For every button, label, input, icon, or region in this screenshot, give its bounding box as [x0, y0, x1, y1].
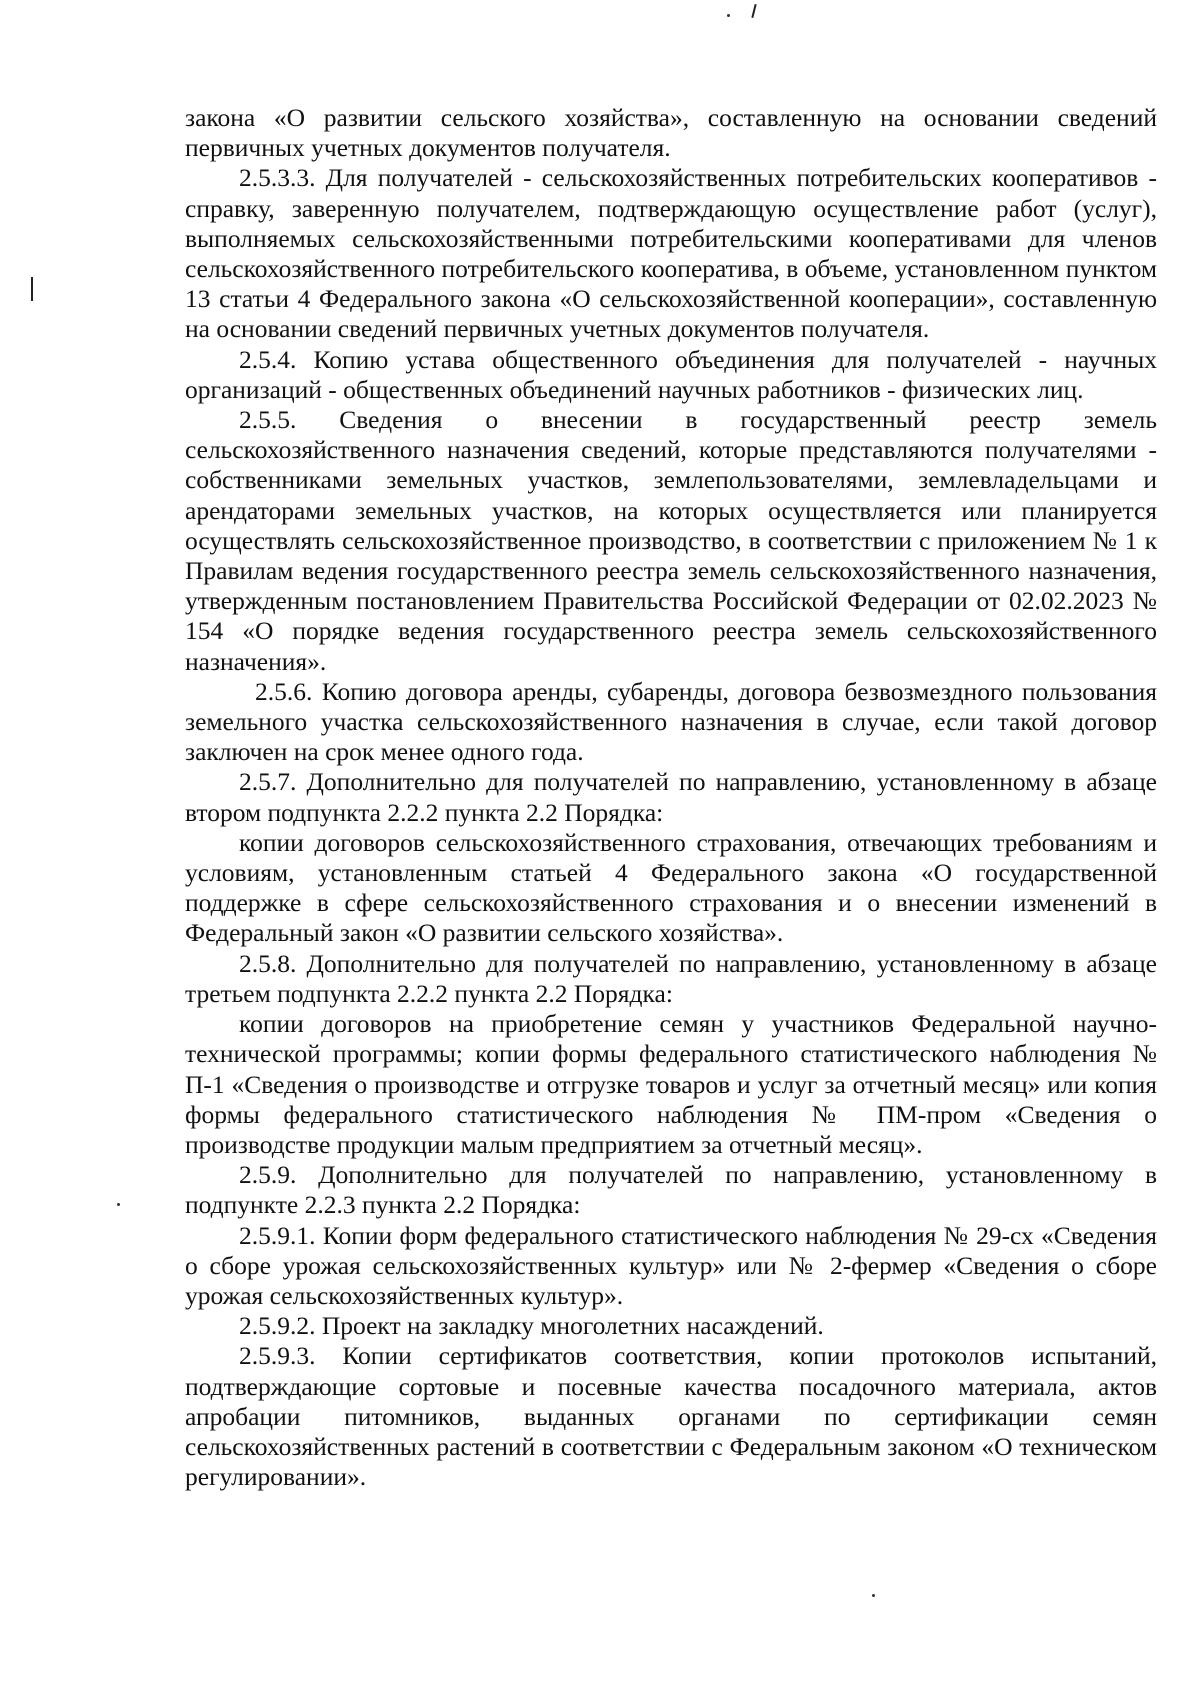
paragraph-2-5-4: 2.5.4. Копию устава общественного объединения для получателей - научных организаций - общественных объединений научных работников - физических лиц. [185, 344, 1157, 404]
paragraph-2-5-9: 2.5.9. Дополнительно для получателей по направлению, установленному в подпункте 2.2.3 пункта 2.2 Порядка: [185, 1160, 1157, 1220]
paragraph-2-5-8-copies: копии договоров на приобретение семян у участников Федеральной научно-технической программы; копии формы федерального статистического наблюдения № П-1 «Сведения о производстве и отгрузке товаров и услуг за отчетный месяц» или копия формы федерального статистического наблюдения № ПМ-пром «Сведения о производстве продукции малым предприятием за отчетный месяц». [185, 1009, 1157, 1159]
paragraph-2-5-9-3: 2.5.9.3. Копии сертификатов соответствия, копии протоколов испытаний, подтверждающие сортовые и посевные качества посадочного материала, актов апробации питомников, выданных органами по сертификации семян сельскохозяйственных растений в соответствии с Федеральным законом «О техническом регулировании». [185, 1341, 1157, 1492]
paragraph-continuation: закона «О развитии сельского хозяйства», составленную на основании сведений первичных учетных документов получателя. [185, 103, 1157, 163]
paragraph-2-5-3-3: 2.5.3.3. Для получателей - сельскохозяйственных потребительских кооперативов - справку, заверенную получателем, подтверждающую осуществление работ (услуг), выполняемых сельскохозяйственными потребительскими кооперативами для членов сельскохозяйственного потребительского кооператива, в объеме, установленном пунктом 13 статьи 4 Федерального закона «О сельскохозяйственной кооперации», составленную на основании сведений первичных учетных документов получателя. [185, 163, 1157, 344]
paragraph-2-5-8: 2.5.8. Дополнительно для получателей по направлению, установленному в абзаце третьем подпункта 2.2.2 пункта 2.2 Порядка: [185, 948, 1157, 1008]
paragraph-2-5-9-2: 2.5.9.2. Проект на закладку многолетних насаждений. [239, 1311, 824, 1341]
paragraph-2-5-5: 2.5.5. Сведения о внесении в государственный реестр земель сельскохозяйственного назначения сведений, которые представляются получателями - собственниками земельных участков, землепользователями, землевладельцами и арендаторами земельных участков, на которых осуществляется или планируется осуществлять сельскохозяйственное производство, в соответствии с приложением № 1 к Правилам ведения государственного реестра земель сельскохозяйственного назначения, утвержденным постановлением Правительства Российской Федерации от 02.02.2023 № 154 «О порядке ведения государственного реестра земель сельскохозяйственного назначения». [185, 405, 1157, 676]
scan-artifact-dot-left [117, 1203, 120, 1206]
paragraph-2-5-7: 2.5.7. Дополнительно для получателей по направлению, установленному в абзаце втором подпункта 2.2.2 пункта 2.2 Порядка: [185, 767, 1157, 827]
paragraph-2-5-6: 2.5.6. Копию договора аренды, субаренды, договора безвозмездного пользования земельного участка сельскохозяйственного назначения в случае, если такой договор заключен на срок менее одного года. [185, 676, 1157, 767]
document-page [185, 103, 1157, 1492]
scan-artifact-dot-bottom [872, 1594, 875, 1597]
scan-artifact-top [751, 4, 756, 18]
scan-artifact-left-bar [31, 277, 33, 301]
scan-artifact-dot-top [727, 14, 730, 17]
paragraph-2-5-7-copies: копии договоров сельскохозяйственного страхования, отвечающих требованиям и условиям, установленным статьей 4 Федерального закона «О государственной поддержке в сфере сельскохозяйственного страхования и о внесении изменений в Федеральный закон «О развитии сельского хозяйства». [185, 827, 1157, 948]
paragraph-2-5-9-1: 2.5.9.1. Копии форм федерального статистического наблюдения № 29-сх «Сведения о сборе урожая сельскохозяйственных культур» или № 2-фермер «Сведения о сборе урожая сельскохозяйственных культур». [185, 1220, 1157, 1310]
